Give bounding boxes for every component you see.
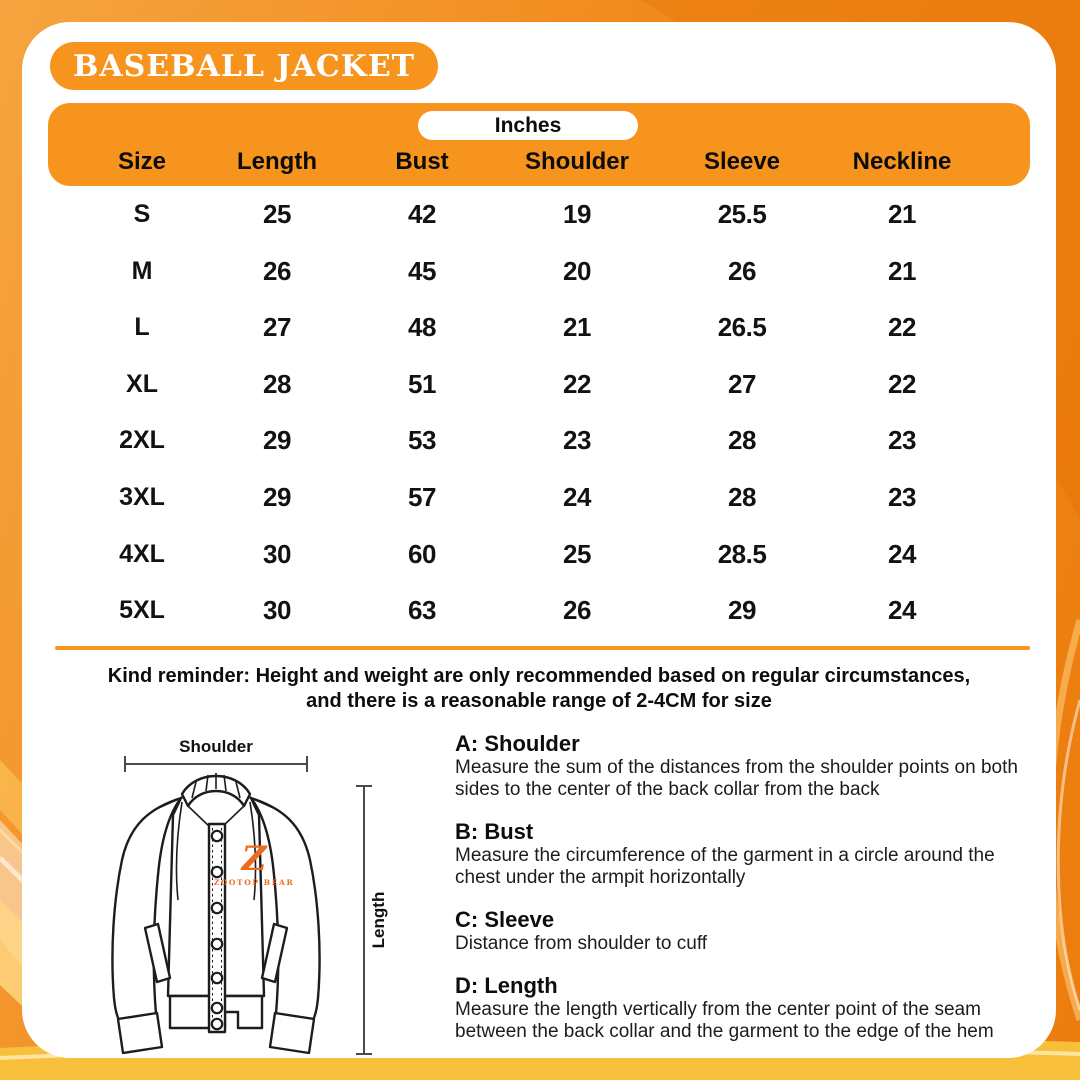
table-cell: 28 [728,481,756,512]
table-cell: XL [126,369,158,398]
table-cell: 4XL [119,539,165,568]
instruction-body: Distance from shoulder to cuff [455,933,708,954]
brand-logo-text: ZOOTOP BEAR [213,878,295,887]
instruction-heading: A: Shoulder [455,731,580,756]
table-cell: 29 [263,425,291,456]
table-cell: 45 [408,255,436,286]
column-header-row [48,143,1030,181]
table-cell: 20 [563,255,591,286]
instruction-body: Measure the length vertically from the center point of the seam between the back collar and the garment to the edge of the hem [455,999,994,1042]
table-cell: 3XL [119,482,165,511]
table-cell: 63 [408,595,436,626]
page-title-text: BASEBALL JACKET [72,48,416,84]
table-cell: 22 [888,312,916,343]
column-header: Size [117,148,167,175]
jacket-line-art [78,720,423,1068]
table-cell: 26 [728,255,756,286]
table-cell: 24 [888,595,916,626]
table-cell: 25 [263,199,291,229]
table-cell: 26.5 [717,312,767,343]
table-cell: 26 [563,595,591,626]
table-cell: 19 [563,199,591,229]
table-cell: 23 [888,425,916,456]
jacket-left-cuff [118,1013,162,1053]
brand-logo-symbol: Z [241,839,267,879]
table-cell: 29 [728,595,756,626]
table-cell: 42 [408,199,436,229]
column-header: Sleeve [703,148,781,175]
table-cell: 21 [563,312,591,343]
kind-reminder-line1: Kind reminder: Height and weight are only recommended based on regular circumstances, [107,665,971,687]
instruction-heading: D: Length [455,973,558,998]
instruction-body: Measure the sum of the distances from the shoulder points on both sides to the center of the back collar from the back [455,757,1018,800]
table-row [48,243,1030,300]
instruction-bust [455,818,1043,889]
table-cell: 30 [263,538,291,569]
table-cell: 27 [728,368,756,399]
table-cell: 30 [263,595,291,626]
instruction-heading: B: Bust [455,819,534,844]
table-cell: 22 [563,368,591,399]
table-cell: L [134,313,150,342]
table-row [48,526,1030,583]
table-cell: 60 [408,538,436,569]
instruction-length [455,972,1043,1043]
table-cell: 24 [563,481,591,512]
column-header: Shoulder [524,148,630,175]
table-row [48,412,1030,469]
table-cell: 24 [888,538,916,569]
table-cell: 22 [888,368,916,399]
section-divider [55,646,1030,650]
measure-instructions [455,730,1043,1060]
instruction-heading: C: Sleeve [455,907,555,932]
unit-badge [418,111,638,140]
kind-reminder-line2: and there is a reasonable range of 2-4CM for size [306,690,772,712]
size-table-body [48,186,1030,640]
size-table-header [48,103,1030,186]
table-cell: 28.5 [717,538,767,569]
content-card [22,22,1056,1058]
table-cell: 29 [263,481,291,512]
table-cell: 26 [263,255,291,286]
column-header: Neckline [852,148,952,175]
unit-label: Inches [494,113,562,137]
table-cell: 28 [728,425,756,456]
table-cell: 21 [888,199,916,229]
table-cell: 28 [263,368,291,399]
jacket-diagram [78,720,423,1068]
table-row [48,356,1030,413]
shoulder-measure-line [125,756,307,772]
table-cell: 48 [408,312,436,343]
jacket-right-cuff [270,1013,314,1053]
instruction-body: Measure the circumference of the garment in a circle around the chest under the armpit horizontally [455,845,995,888]
table-cell: 25.5 [717,199,767,229]
shoulder-measure-label: Shoulder [179,737,253,756]
table-row [48,469,1030,526]
table-row [48,299,1030,356]
length-measure-label: Length [369,891,388,949]
table-cell: S [133,200,151,228]
instruction-shoulder [455,730,1043,801]
table-row [48,582,1030,639]
table-cell: 23 [563,425,591,456]
table-cell: 21 [888,255,916,286]
table-cell: 27 [263,312,291,343]
table-cell: 23 [888,481,916,512]
table-cell: 53 [408,425,436,456]
table-cell: 57 [408,481,436,512]
table-cell: 5XL [119,596,165,625]
column-header: Bust [395,148,449,175]
column-header: Length [237,148,317,175]
jacket-placket [209,824,225,1032]
table-cell: 2XL [119,426,165,455]
kind-reminder [52,664,1026,714]
table-cell: 51 [408,368,436,399]
table-row [48,186,1030,243]
table-cell: 25 [563,538,591,569]
table-cell: M [131,256,153,285]
page-title [50,42,438,90]
instruction-sleeve [455,906,1043,955]
